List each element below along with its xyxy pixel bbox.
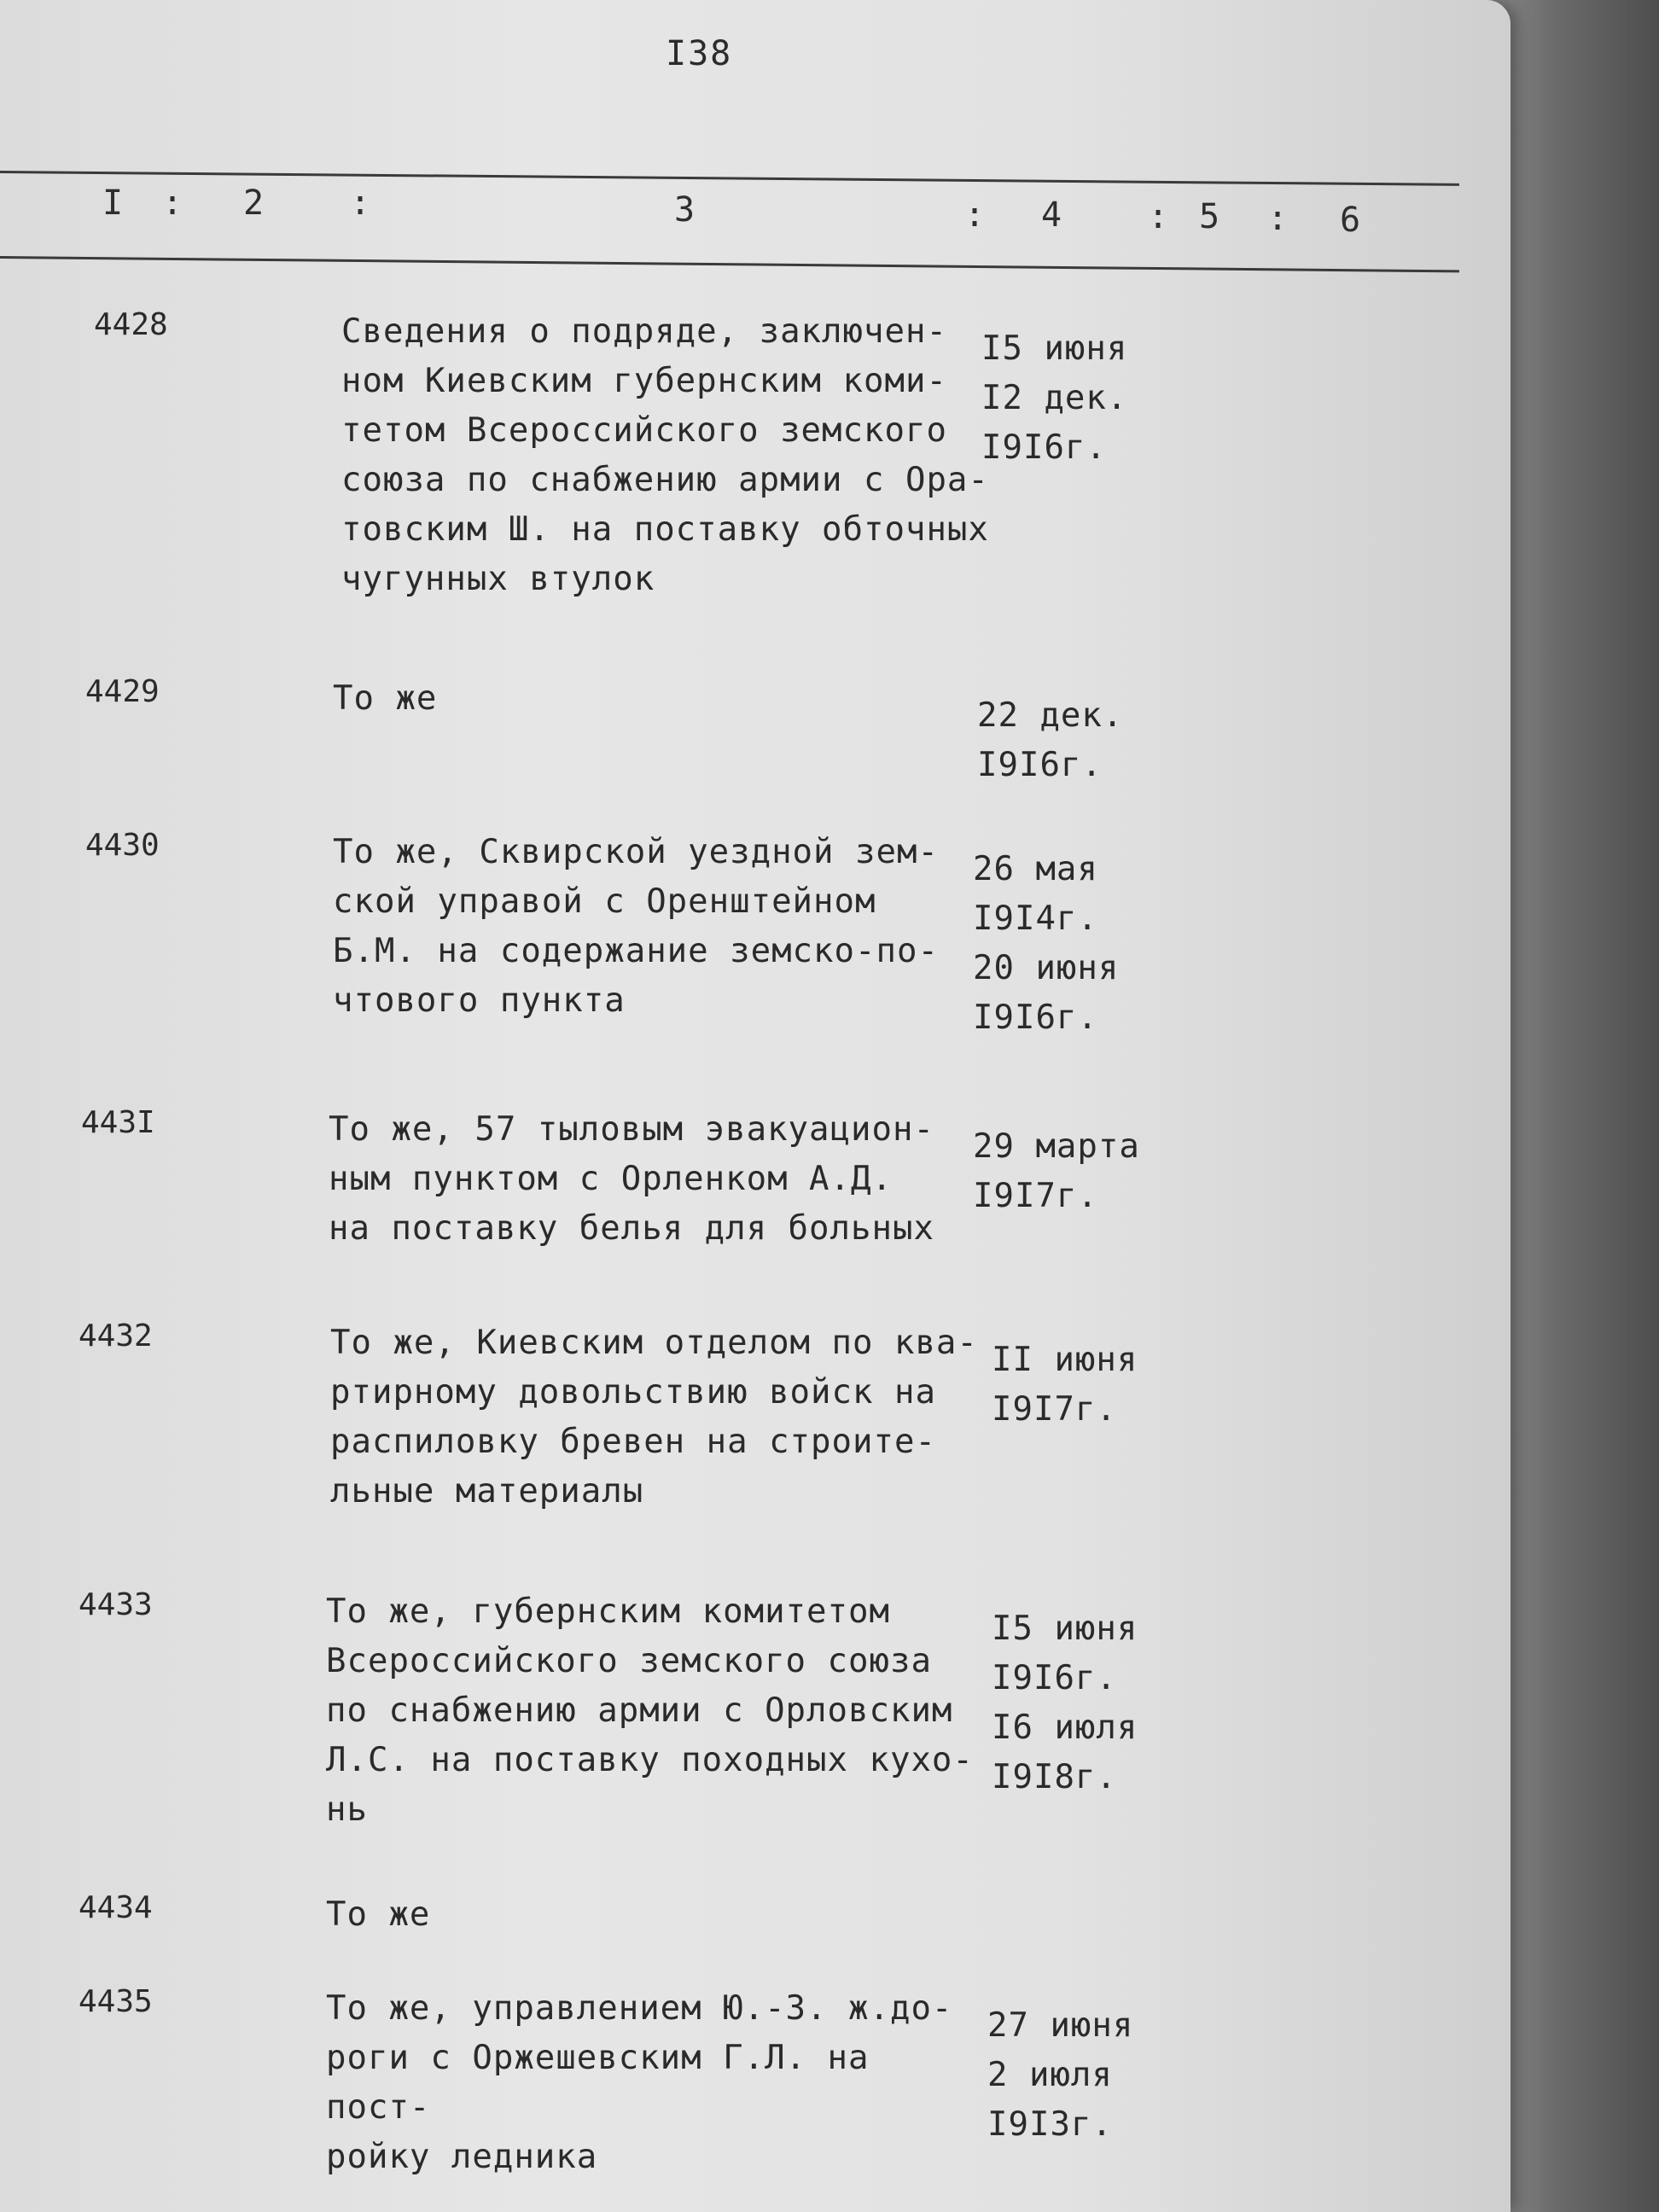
entry-description: То же, управлением Ю.-З. ж.до- роги с Оржешевским Г.Л. на пост- ройку ледника xyxy=(326,1989,953,2176)
entry-dates: 27 июня 2 июля I9I3г. xyxy=(987,2006,1134,2144)
column-header-2: 2 xyxy=(243,183,265,223)
column-header-6: 6 xyxy=(1340,201,1361,240)
entry-number: 4435 xyxy=(79,1984,153,2019)
entry-dates: 26 мая I9I4г. 20 июня I9I6г. xyxy=(973,850,1120,1037)
entry-description: То же, Сквирской уездной зем- ской управой с Оренштейном Б.М. на содержание земско-по- чтового пункта xyxy=(333,833,939,1020)
entry-description: То же, губернским комитетом Всероссийского земского союза по снабжению армии с Орловским Л.С. на поставку походных кухо- нь xyxy=(326,1592,974,1829)
column-header-5: 5 xyxy=(1199,197,1220,236)
entry-description: То же, 57 тыловым эвакуацион- ным пунктом с Орленком А.Д. на поставку белья для больных xyxy=(329,1110,934,1248)
entry-number: 4428 xyxy=(94,307,168,342)
entry-description: То же, Киевским отделом по ква- ртирному довольствию войск на распиловку бревен на строите- льные материалы xyxy=(330,1324,978,1511)
entry-number: 443I xyxy=(81,1105,155,1140)
entry-description: То же xyxy=(333,679,438,718)
entry-number: 4433 xyxy=(79,1587,153,1622)
entry-dates: 29 марта I9I7г. xyxy=(973,1127,1140,1215)
column-header-4: 4 xyxy=(1041,195,1062,235)
entry-number: 4432 xyxy=(79,1318,153,1353)
entry-description: Сведения о подряде, заключен- ном Киевским губернским коми- тетом Всероссийского земского союза по снабжению армии с Ора- товским Ш. на поставку обточных чугунных втулок xyxy=(341,312,989,598)
column-header-3: 3 xyxy=(674,190,696,230)
entry-number: 4429 xyxy=(85,674,160,709)
header-bottom-rule xyxy=(0,256,1459,272)
column-header-separator: : xyxy=(350,183,371,223)
page-number: I38 xyxy=(666,34,733,73)
entry-dates: 22 дек. I9I6г. xyxy=(977,696,1124,784)
entry-description: То же xyxy=(326,1895,431,1934)
column-header-separator: : xyxy=(1267,199,1289,238)
column-header-separator: : xyxy=(964,195,986,235)
entry-number: 4434 xyxy=(79,1890,153,1925)
entry-number: 4430 xyxy=(85,828,160,863)
entry-dates: II июня I9I7г. xyxy=(992,1341,1138,1429)
column-header-row xyxy=(0,183,1451,240)
column-header-separator: : xyxy=(162,183,183,223)
entry-dates: I5 июня I2 дек. I9I6г. xyxy=(981,329,1128,467)
adjacent-page-edge xyxy=(1489,0,1659,2212)
entry-dates: I5 июня I9I6г. I6 июля I9I8г. xyxy=(992,1610,1138,1796)
column-header-1: I xyxy=(102,183,124,223)
column-header-separator: : xyxy=(1148,197,1169,236)
